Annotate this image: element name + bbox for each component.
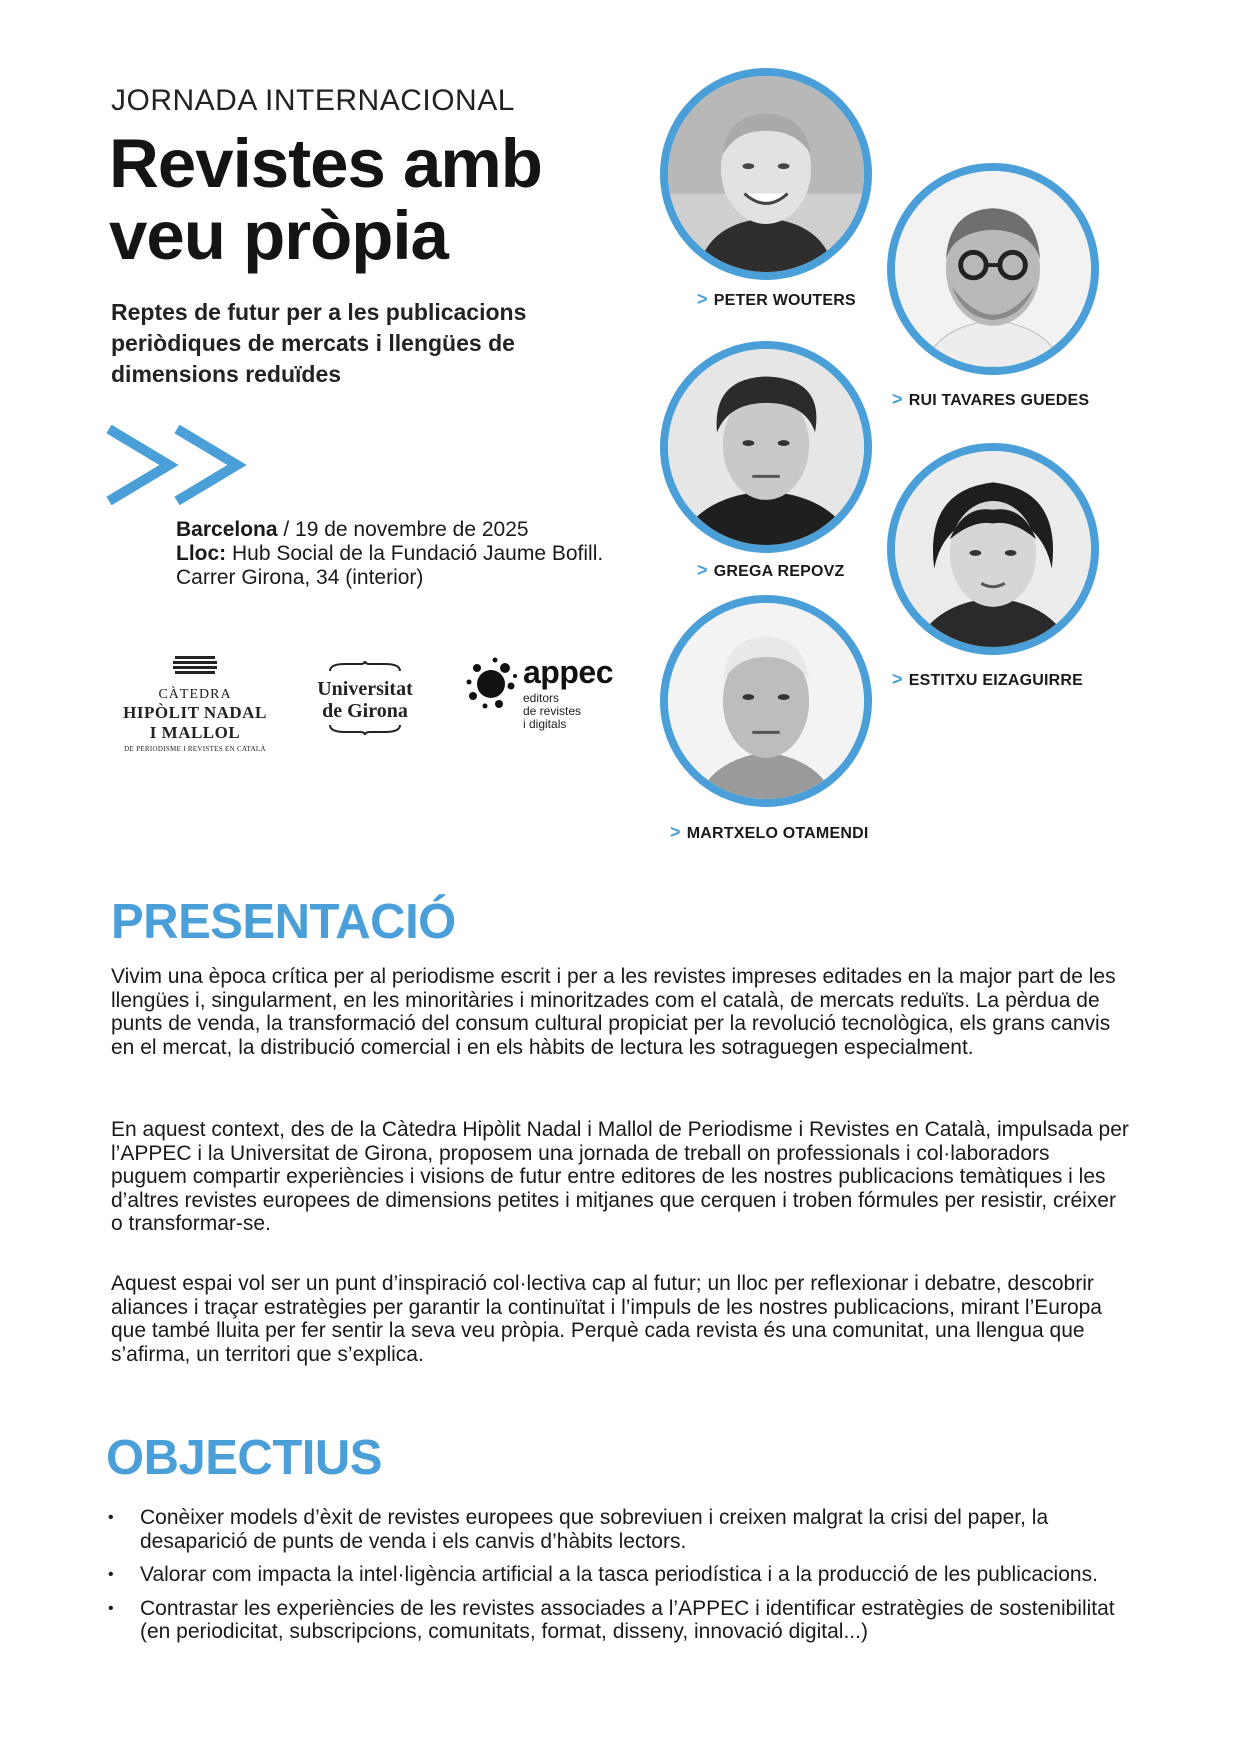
objective-text: Conèixer models d’èxit de revistes europees que sobreviuen i creixen malgrat la crisi del paper, la desaparició de punts de venda i els canvis d’hàbits lectors. xyxy=(140,1506,1049,1553)
brace-top-icon xyxy=(305,661,425,673)
brace-bottom-icon xyxy=(305,723,425,735)
udg-line-1: Universitat xyxy=(317,678,413,700)
subtitle-line-2: periòdiques de mercats i llengües de xyxy=(111,330,515,356)
speaker-photo-estitxu-eizaguirre xyxy=(887,443,1099,655)
event-info xyxy=(176,518,603,590)
objectius-heading: OBJECTIUS xyxy=(106,1431,382,1485)
bullet-icon: • xyxy=(108,1599,114,1617)
speaker-name-text: PETER WOUTERS xyxy=(713,292,856,309)
list-item xyxy=(106,1563,1136,1587)
event-place-line xyxy=(176,542,603,566)
speaker-photo-peter-wouters xyxy=(660,68,872,280)
appec-subtitle xyxy=(523,692,581,731)
portrait-icon xyxy=(668,349,864,545)
objective-text: Contrastar les experiències de les revistes associades a l’APPEC i identificar estratègies de sostenibilitat (en periodicitat, subscripcions, comunitats, format, disseny, innovació digital...) xyxy=(140,1596,1115,1643)
speaker-photo-martxelo-otamendi xyxy=(660,595,872,807)
list-item xyxy=(106,1597,1136,1644)
ink-splat-icon xyxy=(465,654,521,714)
portrait-icon xyxy=(895,451,1091,647)
title-line-2: veu pròpia xyxy=(109,197,448,274)
speaker-name-grega-repovz xyxy=(697,560,844,581)
title-line-1: Revistes amb xyxy=(109,125,542,202)
arrow-icon: > xyxy=(892,669,903,689)
arrow-icon: > xyxy=(697,289,708,309)
event-city: Barcelona xyxy=(176,518,278,541)
bullet-icon: • xyxy=(108,1566,114,1583)
event-date-line xyxy=(176,518,603,542)
speaker-name-text: GREGA REPOVZ xyxy=(713,563,845,580)
catedra-line-1: CÀTEDRA xyxy=(158,687,232,702)
speaker-photo-rui-tavares-guedes xyxy=(887,163,1099,375)
udg-logo xyxy=(305,660,425,740)
portrait-icon xyxy=(895,171,1091,367)
arrow-icon: > xyxy=(670,822,681,842)
appec-sub-1: editors xyxy=(523,691,560,705)
event-subtitle xyxy=(111,297,611,390)
catedra-line-2: HIPÒLIT NADAL xyxy=(123,703,267,722)
speaker-name-rui-tavares-guedes xyxy=(892,389,1089,410)
speaker-name-text: ESTITXU EIZAGUIRRE xyxy=(908,672,1083,689)
event-address: Carrer Girona, 34 (interior) xyxy=(176,566,424,589)
sponsor-logos xyxy=(110,650,670,760)
appec-logo xyxy=(465,654,645,744)
speaker-photo-grega-repovz xyxy=(660,341,872,553)
arrow-icon: > xyxy=(697,560,708,580)
subtitle-line-3: dimensions reduïdes xyxy=(111,361,342,387)
subtitle-line-1: Reptes de futur per a les publicacions xyxy=(111,299,527,325)
presentacio-paragraph-2: En aquest context, des de la Càtedra Hipòlit Nadal i Mallol de Periodisme i Revistes en Català, impulsada per l’APPEC i la Universitat de Girona, proposem una jornada de treball on professionals i col·laboradors puguem compartir experiències i visions de futur entre editores de les nostres publicacions temàtiques i les d’altres revistes europees de dimensions petites i mitjanes que cerquen i troben fórmules per resistir, créixer o transformar-se. xyxy=(111,1118,1129,1235)
speaker-name-estitxu-eizaguirre xyxy=(892,669,1083,690)
double-chevron-icon xyxy=(105,425,255,505)
bullet-icon: • xyxy=(108,1509,114,1526)
speaker-name-text: MARTXELO OTAMENDI xyxy=(686,825,869,842)
speaker-name-text: RUI TAVARES GUEDES xyxy=(908,392,1090,409)
catedra-line-4: DE PERIODISME I REVISTES EN CATALÀ xyxy=(124,745,266,753)
arrow-icon: > xyxy=(892,389,903,409)
catedra-logo xyxy=(110,650,280,753)
catedra-line-3: I MALLOL xyxy=(149,723,241,742)
udg-line-2: de Girona xyxy=(322,700,408,722)
portrait-icon xyxy=(668,603,864,799)
event-place-label: Lloc: xyxy=(176,542,227,565)
speaker-name-martxelo-otamendi xyxy=(670,822,868,843)
catedra-stack-icon xyxy=(173,656,217,676)
event-title xyxy=(109,125,669,274)
appec-word: appec xyxy=(523,654,613,690)
objectius-list xyxy=(106,1506,1136,1654)
objective-text: Valorar com impacta la intel·ligència artificial a la tasca periodística i a la producció de les publicacions. xyxy=(140,1563,1098,1586)
appec-sub-2: de revistes xyxy=(523,704,582,718)
list-item xyxy=(106,1506,1136,1553)
event-date: / 19 de novembre de 2025 xyxy=(277,518,529,541)
event-kicker: JORNADA INTERNACIONAL xyxy=(111,84,515,117)
event-place: Hub Social de la Fundació Jaume Bofill. xyxy=(226,542,604,565)
speaker-name-peter-wouters xyxy=(697,289,856,310)
presentacio-paragraph-1: Vivim una època crítica per al periodisme escrit i per a les revistes impreses editades en la major part de les llengües i, singularment, en les minoritàries i minoritzades com el català, de mercats reduïts. La pèrdua de punts de venda, la transformació del consum cultural propiciat per la revolució tecnològica, els grans canvis en el mercat, la distribució comercial i en els hàbits de lectura les sotraguegen especialment. xyxy=(111,965,1116,1059)
presentacio-heading: PRESENTACIÓ xyxy=(111,895,456,949)
portrait-icon xyxy=(668,76,864,272)
presentacio-paragraph-3: Aquest espai vol ser un punt d’inspiració col·lectiva cap al futur; un lloc per reflexionar i debatre, descobrir aliances i traçar estratègies per garantir la continuïtat i l’impuls de les nostres publicacions, mirant l’Europa que també lluita per fer sentir la seva veu pròpia. Perquè cada revista és una comunitat, una llengua que s’afirma, un territori que s’explica. xyxy=(111,1272,1102,1366)
appec-sub-3: i digitals xyxy=(523,717,567,731)
